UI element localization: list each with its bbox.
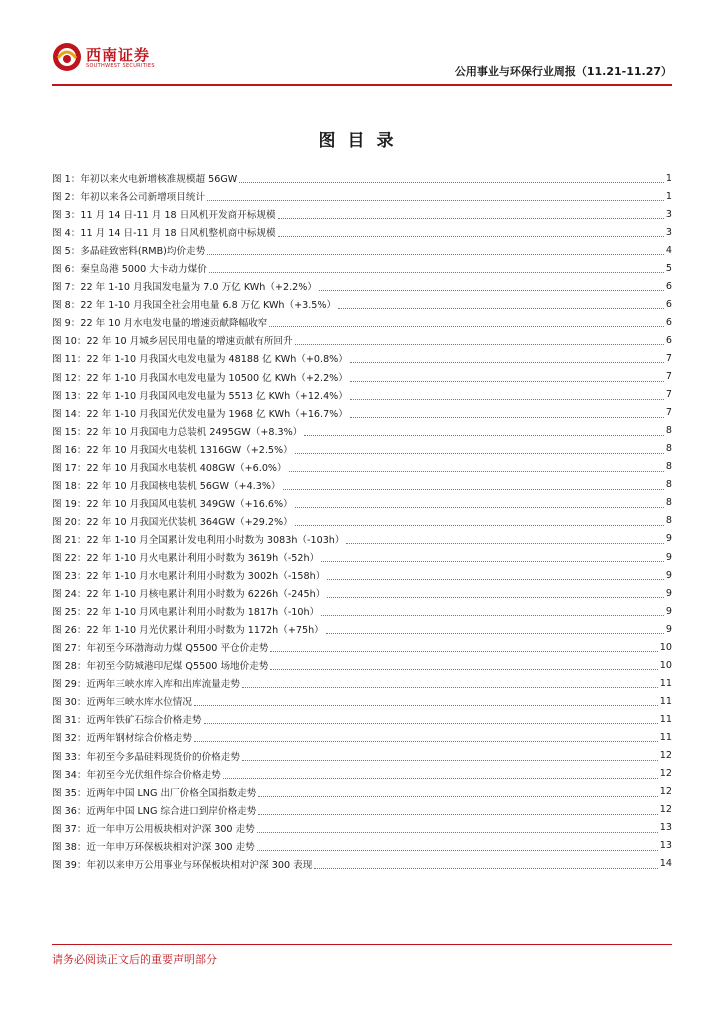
toc-entry-label: 图 11：22 年 1-10 月我国火电发电量为 48188 亿 KWh（+0.8%）: [52, 354, 348, 366]
toc-entry-page: 6: [665, 334, 672, 346]
toc-entry-label: 图 5：多晶硅致密料(RMB)均价走势: [52, 246, 206, 258]
toc-leader-dots: [319, 281, 664, 291]
toc-leader-dots: [204, 714, 658, 724]
toc-leader-dots: [295, 335, 664, 345]
toc-entry-label: 图 31：近两年铁矿石综合价格走势: [52, 715, 202, 727]
toc-leader-dots: [270, 642, 657, 652]
toc-entry[interactable]: [52, 349, 672, 367]
toc-leader-dots: [295, 498, 664, 508]
toc-entry[interactable]: [52, 386, 672, 404]
company-name-en: SOUTHWEST SECURITIES: [86, 63, 155, 69]
toc-leader-dots: [327, 570, 664, 580]
toc-entry-label: 图 3：11 月 14 日-11 月 18 日风机开发商开标规模: [52, 210, 276, 222]
toc-leader-dots: [350, 372, 664, 382]
toc-leader-dots: [327, 588, 664, 598]
toc-entry-page: 11: [659, 713, 672, 725]
toc-entry-page: 13: [659, 840, 672, 852]
toc-entry-label: 图 33：年初至今多晶硅料现货价的价格走势: [52, 751, 240, 763]
toc-entry-label: 图 14：22 年 1-10 月我国光伏发电量为 1968 亿 KWh（+16.7%）: [52, 408, 348, 420]
toc-entry[interactable]: [52, 710, 672, 728]
toc-entry-page: 1: [665, 190, 672, 202]
toc-leader-dots: [326, 624, 664, 634]
toc-title: 图目录: [318, 131, 406, 151]
toc-entry[interactable]: [52, 692, 672, 710]
toc-leader-dots: [278, 209, 664, 219]
toc-leader-dots: [295, 444, 664, 454]
company-logo: [52, 42, 192, 78]
toc-entry[interactable]: [52, 620, 672, 638]
toc-entry-label: 图 4：11 月 14 日-11 月 18 日风机整机商中标规模: [52, 228, 276, 240]
toc-entry[interactable]: [52, 476, 672, 494]
toc-entry-page: 6: [665, 280, 672, 292]
toc-entry-label: 图 23：22 年 1-10 月水电累计利用小时数为 3002h（-158h）: [52, 571, 326, 583]
toc-entry-page: 3: [665, 208, 672, 220]
toc-entry[interactable]: [52, 801, 672, 819]
toc-entry-page: 10: [659, 659, 672, 671]
toc-leader-dots: [258, 787, 657, 797]
toc-leader-dots: [269, 317, 663, 327]
toc-entry-page: 6: [665, 316, 672, 328]
toc-entry-page: 9: [665, 587, 672, 599]
toc-entry-label: 图 27：年初至今环渤海动力煤 Q5500 平仓价走势: [52, 643, 269, 655]
toc-leader-dots: [194, 732, 658, 742]
toc-entry-page: 12: [659, 750, 672, 762]
toc-entry-label: 图 38：近一年申万环保板块相对沪深 300 走势: [52, 841, 255, 853]
toc-entry-page: 9: [665, 605, 672, 617]
toc-entry-page: 7: [665, 389, 672, 401]
toc-entry[interactable]: [52, 747, 672, 765]
toc-entry-label: 图 16：22 年 10 月我国火电装机 1316GW（+2.5%）: [52, 444, 293, 456]
toc-entry[interactable]: [52, 783, 672, 801]
company-logo-icon: [52, 42, 82, 72]
toc-leader-dots: [242, 751, 658, 761]
toc-leader-dots: [239, 173, 664, 183]
toc-entry-label: 图 8：22 年 1-10 月我国全社会用电量 6.8 万亿 KWh（+3.5%）: [52, 300, 337, 312]
toc-entry-label: 图 25：22 年 1-10 月风电累计利用小时数为 1817h（-10h）: [52, 607, 320, 619]
toc-entry-label: 图 7：22 年 1-10 月我国发电量为 7.0 万亿 KWh（+2.2%）: [52, 282, 317, 294]
toc-entry-label: 图 15：22 年 10 月我国电力总装机 2495GW（+8.3%）: [52, 426, 303, 438]
toc-entry[interactable]: [52, 295, 672, 313]
toc-leader-dots: [350, 353, 664, 363]
toc-leader-dots: [207, 245, 664, 255]
toc-entry-page: 12: [659, 786, 672, 798]
toc-entry-page: 9: [665, 623, 672, 635]
toc-entry-page: 9: [665, 569, 672, 581]
toc-entry-page: 8: [665, 479, 672, 491]
toc-entry-page: 1: [665, 172, 672, 184]
toc-leader-dots: [338, 299, 664, 309]
toc-entry-label: 图 17：22 年 10 月我国水电装机 408GW（+6.0%）: [52, 462, 287, 474]
toc-entry-page: 7: [665, 407, 672, 419]
toc-entry-page: 11: [659, 677, 672, 689]
toc-leader-dots: [257, 841, 658, 851]
toc-entry[interactable]: [52, 223, 672, 241]
toc-entry-label: 图 34：年初至今光伏组件综合价格走势: [52, 769, 221, 781]
toc-leader-dots: [350, 408, 664, 418]
toc-leader-dots: [207, 191, 664, 201]
toc-entry-label: 图 18：22 年 10 月我国核电装机 56GW（+4.3%）: [52, 480, 281, 492]
toc-entry[interactable]: [52, 169, 672, 187]
toc-entry-label: 图 35：近两年中国 LNG 出厂价格全国指数走势: [52, 787, 257, 799]
toc-entry-page: 8: [665, 515, 672, 527]
toc-entry[interactable]: [52, 584, 672, 602]
toc-entry-label: 图 29：近两年三峡水库入库和出库流量走势: [52, 679, 240, 691]
toc-leader-dots: [257, 823, 658, 833]
toc-leader-dots: [223, 769, 658, 779]
toc-entry-page: 14: [659, 858, 672, 870]
toc-entry[interactable]: [52, 422, 672, 440]
toc-leader-dots: [242, 678, 658, 688]
toc-entry-label: 图 26：22 年 1-10 月光伏累计利用小时数为 1172h（+75h）: [52, 625, 324, 637]
toc-entry[interactable]: [52, 187, 672, 205]
toc-entry-page: 11: [659, 695, 672, 707]
toc-entry[interactable]: [52, 566, 672, 584]
toc-entry[interactable]: [52, 331, 672, 349]
toc-entry[interactable]: [52, 313, 672, 331]
company-name: 西南证券: [86, 46, 151, 64]
toc-entry-page: 8: [665, 443, 672, 455]
toc-entry[interactable]: [52, 548, 672, 566]
toc-entry-label: 图 9：22 年 10 月水电发电量的增速贡献降幅收窄: [52, 318, 268, 330]
toc-entry-page: 9: [665, 551, 672, 563]
toc-entry-page: 12: [659, 804, 672, 816]
toc-entry[interactable]: [52, 765, 672, 783]
toc-entry-label: 图 6：秦皇岛港 5000 大卡动力煤价: [52, 264, 207, 276]
footer-disclaimer: 请务必阅读正文后的重要声明部分: [52, 953, 217, 966]
toc-entry[interactable]: [52, 277, 672, 295]
toc-entry[interactable]: [52, 837, 672, 855]
toc-entry[interactable]: [52, 458, 672, 476]
toc-entry[interactable]: [52, 494, 672, 512]
figure-toc-list: [52, 169, 672, 873]
toc-leader-dots: [278, 227, 664, 237]
toc-entry[interactable]: [52, 368, 672, 386]
toc-entry-label: 图 13：22 年 1-10 月我国风电发电量为 5513 亿 KWh（+12.4%）: [52, 390, 348, 402]
toc-leader-dots: [289, 462, 664, 472]
toc-entry-page: 8: [665, 497, 672, 509]
toc-entry-page: 12: [659, 768, 672, 780]
toc-leader-dots: [350, 390, 664, 400]
toc-entry-page: 7: [665, 371, 672, 383]
toc-entry[interactable]: [52, 440, 672, 458]
page-header: [52, 40, 672, 86]
toc-entry-label: 图 1：年初以来火电新增核准规模超 56GW: [52, 174, 238, 186]
toc-entry[interactable]: [52, 656, 672, 674]
toc-leader-dots: [314, 859, 657, 869]
toc-entry-label: 图 28：年初至今防城港印尼煤 Q5500 场地价走势: [52, 661, 269, 673]
toc-entry-page: 3: [665, 226, 672, 238]
toc-leader-dots: [346, 534, 663, 544]
toc-entry-label: 图 21：22 年 1-10 月全国累计发电利用小时数为 3083h（-103h）: [52, 534, 345, 546]
toc-entry[interactable]: [52, 819, 672, 837]
toc-entry-label: 图 32：近两年钢材综合价格走势: [52, 733, 192, 745]
toc-entry-label: 图 20：22 年 10 月我国光伏装机 364GW（+29.2%）: [52, 516, 293, 528]
header-divider: [52, 84, 672, 86]
toc-entry-label: 图 2：年初以来各公司新增项目统计: [52, 192, 206, 204]
toc-entry-page: 7: [665, 352, 672, 364]
toc-entry-label: 图 12：22 年 1-10 月我国水电发电量为 10500 亿 KWh（+2.2%）: [52, 372, 348, 384]
toc-entry-page: 4: [665, 244, 672, 256]
toc-entry-label: 图 30：近两年三峡水库水位情况: [52, 697, 192, 709]
toc-entry[interactable]: [52, 728, 672, 746]
toc-entry[interactable]: [52, 205, 672, 223]
toc-entry[interactable]: [52, 241, 672, 259]
toc-entry-page: 11: [659, 731, 672, 743]
toc-entry[interactable]: [52, 638, 672, 656]
toc-entry[interactable]: [52, 404, 672, 422]
toc-entry-page: 8: [665, 461, 672, 473]
toc-leader-dots: [321, 552, 664, 562]
toc-leader-dots: [321, 606, 664, 616]
toc-entry-page: 8: [665, 425, 672, 437]
toc-entry[interactable]: [52, 259, 672, 277]
toc-entry-page: 6: [665, 298, 672, 310]
toc-leader-dots: [194, 696, 658, 706]
toc-leader-dots: [258, 805, 657, 815]
toc-leader-dots: [283, 480, 664, 490]
toc-entry-label: 图 24：22 年 1-10 月核电累计利用小时数为 6226h（-245h）: [52, 589, 326, 601]
toc-leader-dots: [270, 660, 657, 670]
toc-entry-page: 9: [665, 533, 672, 545]
toc-entry[interactable]: [52, 602, 672, 620]
footer-divider: [52, 944, 672, 945]
report-title: 公用事业与环保行业周报（11.21-11.27）: [454, 65, 672, 78]
toc-leader-dots: [209, 263, 664, 273]
toc-leader-dots: [304, 426, 664, 436]
toc-entry[interactable]: [52, 855, 672, 873]
toc-entry[interactable]: [52, 674, 672, 692]
toc-entry[interactable]: [52, 512, 672, 530]
toc-leader-dots: [295, 516, 664, 526]
toc-entry-label: 图 19：22 年 10 月我国风电装机 349GW（+16.6%）: [52, 498, 293, 510]
toc-entry-label: 图 22：22 年 1-10 月火电累计利用小时数为 3619h（-52h）: [52, 553, 320, 564]
toc-entry-label: 图 10：22 年 10 月城乡居民用电量的增速贡献有所回升: [52, 336, 293, 348]
toc-entry-page: 10: [659, 641, 672, 653]
toc-entry-label: 图 36：近两年中国 LNG 综合进口到岸价格走势: [52, 805, 257, 817]
toc-entry-label: 图 37：近一年申万公用板块相对沪深 300 走势: [52, 823, 255, 835]
toc-entry[interactable]: [52, 530, 672, 548]
toc-entry-label: 图 39：年初以来申万公用事业与环保板块相对沪深 300 表现: [52, 859, 313, 871]
toc-entry-page: 13: [659, 822, 672, 834]
toc-entry-page: 5: [665, 262, 672, 274]
